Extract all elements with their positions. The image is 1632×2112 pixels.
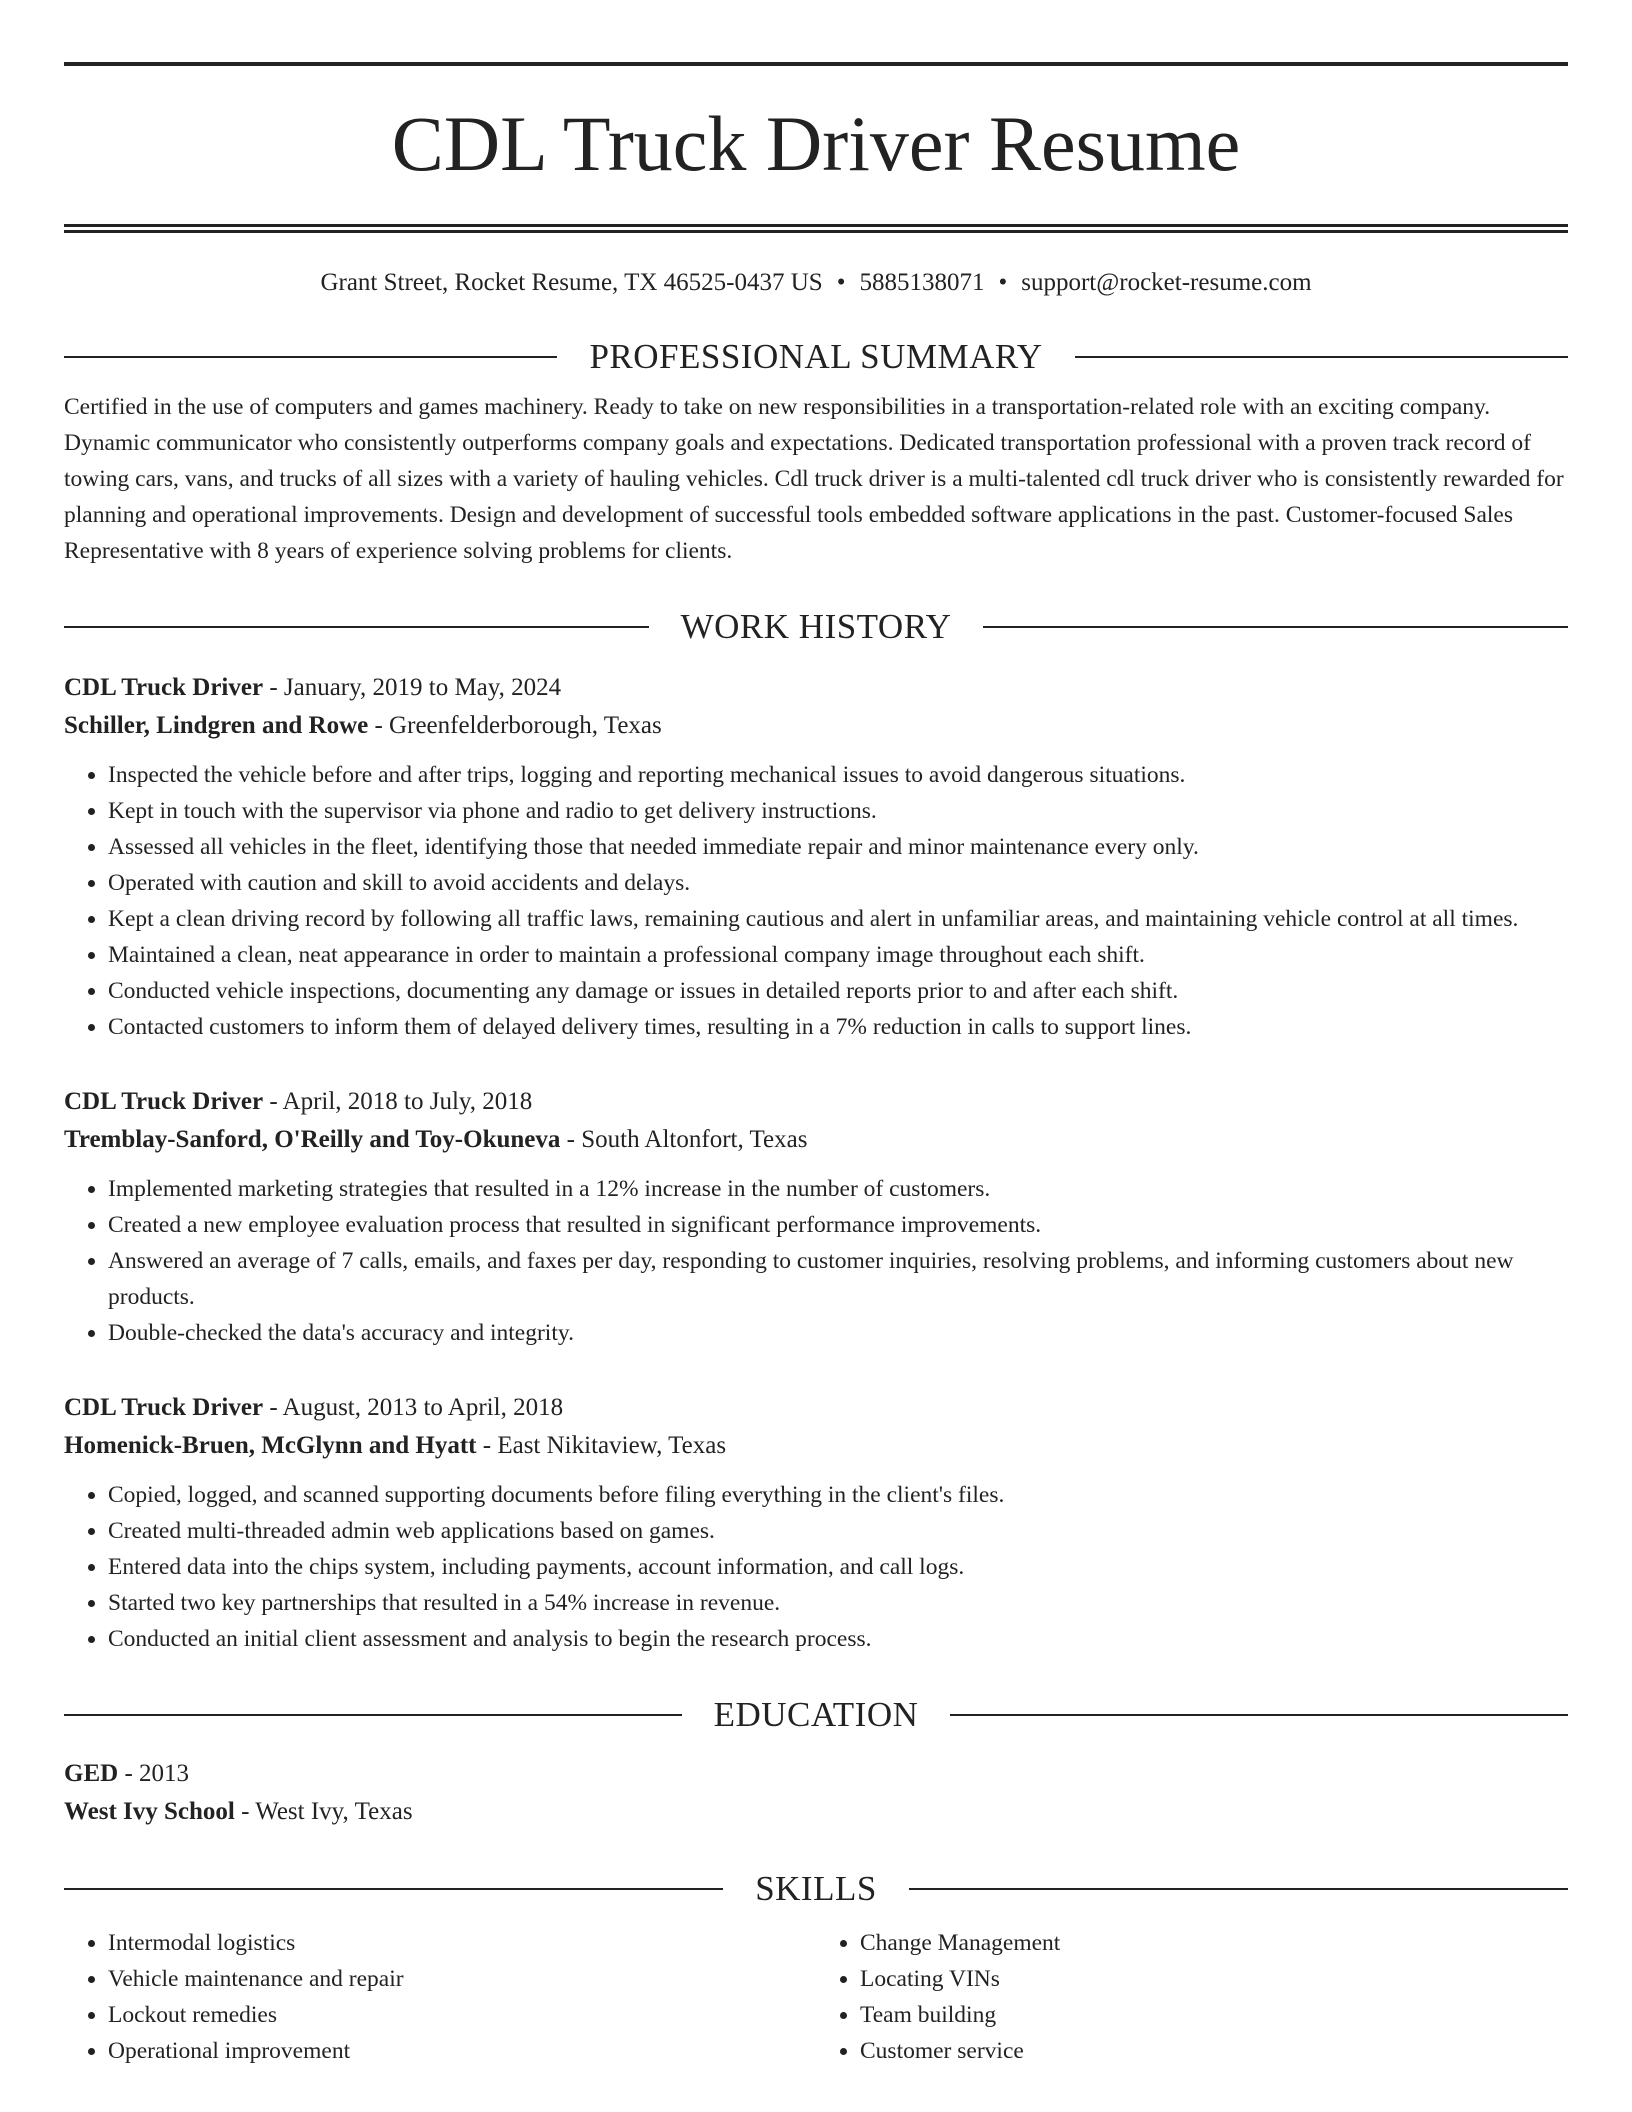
skill-item: • Operational improvement (108, 2033, 816, 2069)
contact-line (64, 267, 1568, 299)
job-company: Tremblay-Sanford, O'Reilly and Toy-Okuneva (64, 1126, 561, 1153)
job-bullet: • Maintained a clean, neat appearance in order to maintain a professional company image throughout each shift. (108, 937, 1568, 973)
skills-list-right (816, 1925, 1568, 2069)
job-dates: - August, 2013 to April, 2018 (263, 1394, 564, 1421)
job-bullet: • Conducted an initial client assessment and analysis to begin the research process. (108, 1621, 1568, 1657)
heading-rule-right (909, 1888, 1568, 1890)
job-bullet: • Answered an average of 7 calls, emails, and faxes per day, responding to customer inquiries, resolving problems, and informing customers about new products. (108, 1243, 1568, 1315)
heading-rule-left (64, 626, 649, 628)
job-bullet: • Contacted customers to inform them of delayed delivery times, resulting in a 7% reduction in calls to support lines. (108, 1009, 1568, 1045)
job-bullet-list (64, 1171, 1568, 1351)
education-entry (64, 1755, 1568, 1831)
job-bullet: • Operated with caution and skill to avoid accidents and delays. (108, 865, 1568, 901)
job-bullet: • Copied, logged, and scanned supporting documents before filing everything in the client's files. (108, 1477, 1568, 1513)
job-title-line (64, 669, 1568, 707)
job-title: CDL Truck Driver (64, 1394, 264, 1421)
skill-item: • Change Management (860, 1925, 1568, 1961)
skill-item: • Locating VINs (860, 1961, 1568, 1997)
skills-columns (64, 1925, 1568, 2069)
contact-phone: 5885138071 (859, 269, 985, 296)
education-school: West Ivy School (64, 1798, 235, 1825)
education-degree: GED (64, 1760, 119, 1787)
education-degree-line (64, 1755, 1568, 1793)
heading-rule-right (983, 626, 1568, 628)
contact-email: support@rocket-resume.com (1021, 269, 1312, 296)
job-dates: - January, 2019 to May, 2024 (263, 674, 562, 701)
contact-separator: • (836, 269, 846, 296)
skill-item: • Team building (860, 1997, 1568, 2033)
job-title-line (64, 1389, 1568, 1427)
job-bullet: • Created multi-threaded admin web applications based on games. (108, 1513, 1568, 1549)
job-company: Homenick-Bruen, McGlynn and Hyatt (64, 1432, 477, 1459)
job-location: - East Nikitaview, Texas (476, 1432, 727, 1459)
skill-item: • Lockout remedies (108, 1997, 816, 2033)
resume-title: CDL Truck Driver Resume (391, 100, 1241, 187)
job-location: - Greenfelderborough, Texas (368, 712, 662, 739)
job-bullet: • Inspected the vehicle before and after trips, logging and reporting mechanical issues to avoid dangerous situations. (108, 757, 1568, 793)
heading-rule-right (1075, 356, 1568, 358)
top-rule (64, 62, 1568, 66)
skill-item: • Customer service (860, 2033, 1568, 2069)
job-entry (64, 669, 1568, 1045)
job-company-line (64, 1427, 1568, 1465)
education-location: - West Ivy, Texas (234, 1798, 413, 1825)
education-year: - 2013 (118, 1760, 190, 1787)
section-heading-summary (64, 335, 1568, 379)
section-title: EDUCATION (713, 1695, 919, 1734)
heading-rule-left (64, 356, 557, 358)
job-bullet: • Started two key partnerships that resulted in a 54% increase in revenue. (108, 1585, 1568, 1621)
job-company-line (64, 1121, 1568, 1159)
heading-rule-right (950, 1714, 1568, 1716)
summary-paragraph: Certified in the use of computers and games machinery. Ready to take on new responsibilities in a transportation-related role with an exciting company. Dynamic communicator who consistently outperforms company goals and expectations. Dedicated transportation professional with a proven track record of towing cars, vans, and trucks of all sizes with a variety of hauling vehicles. Cdl truck driver is a multi-talented cdl truck driver who is consistently rewarded for planning and operational improvements. Design and development of successful tools embedded software applications in the past. Customer-focused Sales Representative with 8 years of experience solving problems for clients. (64, 394, 1564, 564)
job-bullet: • Conducted vehicle inspections, documenting any damage or issues in detailed reports prior to and after each shift. (108, 973, 1568, 1009)
job-entry (64, 1389, 1568, 1657)
job-bullet: • Implemented marketing strategies that resulted in a 12% increase in the number of customers. (108, 1171, 1568, 1207)
heading-rule-left (64, 1888, 723, 1890)
job-bullet: • Assessed all vehicles in the fleet, identifying those that needed immediate repair and minor maintenance every only. (108, 829, 1568, 865)
skill-item: • Vehicle maintenance and repair (108, 1961, 816, 1997)
section-heading-work-history (64, 605, 1568, 649)
job-title: CDL Truck Driver (64, 674, 264, 701)
job-title-line (64, 1083, 1568, 1121)
skill-item: • Intermodal logistics (108, 1925, 816, 1961)
job-location: - South Altonfort, Texas (560, 1126, 808, 1153)
job-title: CDL Truck Driver (64, 1088, 264, 1115)
skills-list-left (64, 1925, 816, 2069)
section-title: WORK HISTORY (680, 607, 952, 646)
heading-rule-left (64, 1714, 682, 1716)
resume-page (64, 0, 1568, 2112)
job-bullet-list (64, 1477, 1568, 1657)
job-bullet: • Kept a clean driving record by following all traffic laws, remaining cautious and alert in unfamiliar areas, and maintaining vehicle control at all times. (108, 901, 1568, 937)
section-title: SKILLS (755, 1869, 877, 1908)
job-bullet: • Entered data into the chips system, including payments, account information, and call logs. (108, 1549, 1568, 1585)
section-heading-education (64, 1693, 1568, 1737)
job-company-line (64, 707, 1568, 745)
title-double-rule (64, 224, 1568, 233)
job-dates: - April, 2018 to July, 2018 (263, 1088, 533, 1115)
contact-separator: • (998, 269, 1008, 296)
contact-address: Grant Street, Rocket Resume, TX 46525-0437 US (320, 269, 823, 296)
section-heading-skills (64, 1867, 1568, 1911)
job-bullet-list (64, 757, 1568, 1045)
job-bullet: • Created a new employee evaluation process that resulted in significant performance improvements. (108, 1207, 1568, 1243)
section-title: PROFESSIONAL SUMMARY (589, 337, 1043, 376)
job-company: Schiller, Lindgren and Rowe (64, 712, 369, 739)
job-bullet: • Kept in touch with the supervisor via phone and radio to get delivery instructions. (108, 793, 1568, 829)
job-entry (64, 1083, 1568, 1351)
education-school-line (64, 1793, 1568, 1831)
job-bullet: • Double-checked the data's accuracy and integrity. (108, 1315, 1568, 1351)
